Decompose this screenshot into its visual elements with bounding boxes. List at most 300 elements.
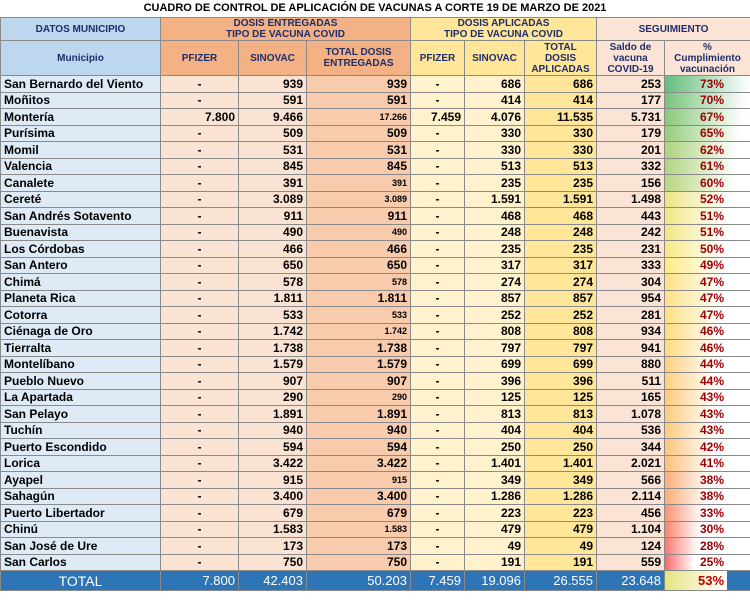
cell-sinovac-entregadas: 940 (239, 422, 307, 439)
cell-saldo: 179 (597, 125, 665, 142)
cell-total-entregadas: 578 (307, 274, 411, 291)
table-row (1, 241, 750, 258)
cell-total-aplicadas: 857 (525, 290, 597, 307)
table-row (1, 488, 750, 505)
cell-pfizer-entregadas: - (161, 323, 239, 340)
cell-pfizer-aplicadas: - (411, 307, 465, 324)
cell-municipio: Momil (1, 142, 161, 159)
cell-municipio: Tuchín (1, 422, 161, 439)
cell-sinovac-aplicadas: 414 (465, 92, 525, 109)
cell-total-aplicadas: 1.591 (525, 191, 597, 208)
cell-total-entregadas: 594 (307, 439, 411, 456)
cell-total-aplicadas: 414 (525, 92, 597, 109)
cell-pfizer-aplicadas: - (411, 505, 465, 522)
cell-saldo: 443 (597, 208, 665, 225)
cell-pfizer-aplicadas: - (411, 241, 465, 258)
cell-sinovac-aplicadas: 235 (465, 241, 525, 258)
cell-total-entregadas: 466 (307, 241, 411, 258)
cell-municipio: Planeta Rica (1, 290, 161, 307)
cell-total-aplicadas: 404 (525, 422, 597, 439)
group-header-seguimiento: SEGUIMIENTO (597, 18, 750, 41)
cell-sinovac-entregadas: 915 (239, 472, 307, 489)
cell-cumplimiento (665, 505, 750, 522)
table-row (1, 521, 750, 538)
cell-sinovac-entregadas: 391 (239, 175, 307, 192)
cell-saldo: 333 (597, 257, 665, 274)
cumplimiento-label: 43% (699, 423, 725, 438)
cell-pfizer-aplicadas: - (411, 274, 465, 291)
table-row (1, 455, 750, 472)
cumplimiento-label: 73% (699, 76, 725, 91)
cumplimiento-label: 28% (699, 538, 725, 553)
cell-saldo: 1.498 (597, 191, 665, 208)
cell-sinovac-aplicadas: 349 (465, 472, 525, 489)
cell-pfizer-entregadas: - (161, 92, 239, 109)
cell-municipio: Ayapel (1, 472, 161, 489)
cell-total-aplicadas: 317 (525, 257, 597, 274)
cell-municipio: San Antero (1, 257, 161, 274)
cell-sinovac-entregadas: 591 (239, 92, 307, 109)
cell-pfizer-entregadas: - (161, 422, 239, 439)
table-row (1, 389, 750, 406)
cell-total-entregadas: 907 (307, 373, 411, 390)
cell-total-entregadas: 911 (307, 208, 411, 225)
cell-total-aplicadas: 699 (525, 356, 597, 373)
cell-pfizer-aplicadas: - (411, 373, 465, 390)
column-header-saldo: Saldo de vacuna COVID-19 (597, 41, 665, 76)
cell-pfizer-entregadas: - (161, 538, 239, 555)
cell-cumplimiento (665, 158, 750, 175)
cell-sinovac-aplicadas: 252 (465, 307, 525, 324)
table-body (1, 76, 750, 571)
cell-saldo: 332 (597, 158, 665, 175)
cell-sinovac-entregadas: 533 (239, 307, 307, 324)
cell-cumplimiento (665, 307, 750, 324)
cell-pfizer-entregadas: - (161, 406, 239, 423)
cell-sinovac-entregadas: 173 (239, 538, 307, 555)
table-row (1, 125, 750, 142)
cumplimiento-label: 44% (699, 357, 725, 372)
cell-total-entregadas: 750 (307, 554, 411, 571)
cell-sinovac-aplicadas: 223 (465, 505, 525, 522)
cell-total-aplicadas: 274 (525, 274, 597, 291)
cell-pfizer-entregadas: - (161, 455, 239, 472)
cell-cumplimiento (665, 92, 750, 109)
cell-cumplimiento (665, 323, 750, 340)
cell-total-aplicadas: 1.286 (525, 488, 597, 505)
cell-cumplimiento (665, 422, 750, 439)
cell-saldo: 934 (597, 323, 665, 340)
cell-cumplimiento (665, 373, 750, 390)
cell-sinovac-aplicadas: 248 (465, 224, 525, 241)
cell-pfizer-aplicadas: - (411, 158, 465, 175)
cell-cumplimiento (665, 406, 750, 423)
cell-pfizer-entregadas: - (161, 488, 239, 505)
cell-municipio: Moñitos (1, 92, 161, 109)
cell-sinovac-entregadas: 9.466 (239, 109, 307, 126)
cumplimiento-label: 47% (699, 307, 725, 322)
cell-municipio: San José de Ure (1, 538, 161, 555)
cell-saldo: 281 (597, 307, 665, 324)
total-cumplimiento (665, 571, 750, 591)
cell-cumplimiento (665, 521, 750, 538)
table-row (1, 109, 750, 126)
cell-pfizer-aplicadas: - (411, 356, 465, 373)
cell-sinovac-aplicadas: 317 (465, 257, 525, 274)
cell-municipio: Sahagún (1, 488, 161, 505)
cell-sinovac-aplicadas: 1.401 (465, 455, 525, 472)
cell-saldo: 344 (597, 439, 665, 456)
cumplimiento-label: 62% (699, 142, 725, 157)
cell-municipio: Valencia (1, 158, 161, 175)
cell-sinovac-aplicadas: 125 (465, 389, 525, 406)
cell-pfizer-entregadas: - (161, 175, 239, 192)
cell-sinovac-aplicadas: 396 (465, 373, 525, 390)
cell-sinovac-entregadas: 679 (239, 505, 307, 522)
cell-pfizer-entregadas: - (161, 142, 239, 159)
cell-municipio: Ciénaga de Oro (1, 323, 161, 340)
cell-cumplimiento (665, 76, 750, 93)
cumplimiento-label: 70% (699, 93, 725, 108)
cell-sinovac-entregadas: 490 (239, 224, 307, 241)
cell-pfizer-aplicadas: - (411, 521, 465, 538)
cell-saldo: 1.104 (597, 521, 665, 538)
cell-total-entregadas: 1.891 (307, 406, 411, 423)
cell-pfizer-entregadas: - (161, 554, 239, 571)
table-row (1, 290, 750, 307)
cell-total-entregadas: 1.738 (307, 340, 411, 357)
cell-municipio: Chimá (1, 274, 161, 291)
cumplimiento-label: 51% (699, 225, 725, 240)
cell-sinovac-aplicadas: 513 (465, 158, 525, 175)
cell-total-aplicadas: 223 (525, 505, 597, 522)
cell-pfizer-entregadas: - (161, 125, 239, 142)
total-pfizer-aplicadas: 7.459 (411, 571, 465, 591)
cell-sinovac-entregadas: 1.738 (239, 340, 307, 357)
cell-sinovac-entregadas: 1.742 (239, 323, 307, 340)
cell-total-entregadas: 509 (307, 125, 411, 142)
cell-pfizer-entregadas: - (161, 356, 239, 373)
cumplimiento-label: 33% (699, 505, 725, 520)
cell-sinovac-aplicadas: 686 (465, 76, 525, 93)
cell-sinovac-aplicadas: 857 (465, 290, 525, 307)
total-row (1, 571, 750, 591)
cell-municipio: Tierralta (1, 340, 161, 357)
cell-total-aplicadas: 330 (525, 125, 597, 142)
cell-total-aplicadas: 250 (525, 439, 597, 456)
column-header-pfizer-aplicadas: PFIZER (411, 41, 465, 76)
cell-saldo: 5.731 (597, 109, 665, 126)
cumplimiento-label: 52% (699, 192, 725, 207)
cell-total-entregadas: 3.400 (307, 488, 411, 505)
cell-total-entregadas: 1.742 (307, 323, 411, 340)
cell-pfizer-entregadas: - (161, 439, 239, 456)
cell-pfizer-aplicadas: - (411, 389, 465, 406)
cell-sinovac-aplicadas: 1.286 (465, 488, 525, 505)
table-row (1, 142, 750, 159)
cell-sinovac-entregadas: 911 (239, 208, 307, 225)
cumplimiento-label: 30% (699, 522, 725, 537)
table-row (1, 224, 750, 241)
cell-pfizer-entregadas: - (161, 158, 239, 175)
cell-total-aplicadas: 349 (525, 472, 597, 489)
cell-municipio: Puerto Escondido (1, 439, 161, 456)
cell-sinovac-entregadas: 750 (239, 554, 307, 571)
cell-pfizer-aplicadas: - (411, 175, 465, 192)
cumplimiento-label: 50% (699, 241, 725, 256)
cell-pfizer-entregadas: - (161, 208, 239, 225)
cell-pfizer-aplicadas: - (411, 323, 465, 340)
cell-pfizer-entregadas: - (161, 257, 239, 274)
cell-pfizer-aplicadas: - (411, 76, 465, 93)
cell-pfizer-aplicadas: - (411, 142, 465, 159)
cell-total-entregadas: 1.811 (307, 290, 411, 307)
cell-pfizer-aplicadas: - (411, 406, 465, 423)
vaccine-control-table (0, 17, 750, 591)
cell-cumplimiento (665, 241, 750, 258)
cell-total-aplicadas: 235 (525, 241, 597, 258)
table-row (1, 406, 750, 423)
cell-sinovac-aplicadas: 235 (465, 175, 525, 192)
cell-sinovac-entregadas: 466 (239, 241, 307, 258)
cell-total-entregadas: 391 (307, 175, 411, 192)
cell-total-entregadas: 490 (307, 224, 411, 241)
cell-pfizer-entregadas: - (161, 191, 239, 208)
cell-municipio: San Andrés Sotavento (1, 208, 161, 225)
cell-sinovac-entregadas: 1.579 (239, 356, 307, 373)
group-header-aplicadas: DOSIS APLICADAS TIPO DE VACUNA COVID (411, 18, 597, 41)
cell-cumplimiento (665, 191, 750, 208)
cell-total-aplicadas: 252 (525, 307, 597, 324)
cell-cumplimiento (665, 472, 750, 489)
cell-pfizer-entregadas: - (161, 274, 239, 291)
cell-sinovac-entregadas: 907 (239, 373, 307, 390)
cell-total-entregadas: 940 (307, 422, 411, 439)
cell-sinovac-entregadas: 1.891 (239, 406, 307, 423)
cell-pfizer-aplicadas: - (411, 224, 465, 241)
table-row (1, 175, 750, 192)
cell-pfizer-entregadas: - (161, 76, 239, 93)
cell-sinovac-aplicadas: 330 (465, 142, 525, 159)
cell-sinovac-entregadas: 578 (239, 274, 307, 291)
cell-total-aplicadas: 468 (525, 208, 597, 225)
table-row (1, 340, 750, 357)
cell-pfizer-aplicadas: - (411, 92, 465, 109)
column-header-total-entregadas: TOTAL DOSIS ENTREGADAS (307, 41, 411, 76)
cell-cumplimiento (665, 488, 750, 505)
cell-saldo: 2.114 (597, 488, 665, 505)
table-row (1, 257, 750, 274)
cell-total-aplicadas: 813 (525, 406, 597, 423)
cell-total-aplicadas: 513 (525, 158, 597, 175)
cell-sinovac-aplicadas: 330 (465, 125, 525, 142)
cell-pfizer-entregadas: - (161, 389, 239, 406)
cell-sinovac-aplicadas: 404 (465, 422, 525, 439)
table-row (1, 323, 750, 340)
cell-sinovac-entregadas: 1.811 (239, 290, 307, 307)
cell-saldo: 242 (597, 224, 665, 241)
group-header-municipio: DATOS MUNICIPIO (1, 18, 161, 41)
cell-total-aplicadas: 1.401 (525, 455, 597, 472)
cumplimiento-label: 42% (699, 439, 725, 454)
cell-total-aplicadas: 330 (525, 142, 597, 159)
cell-saldo: 177 (597, 92, 665, 109)
cell-total-aplicadas: 686 (525, 76, 597, 93)
cell-saldo: 880 (597, 356, 665, 373)
cell-sinovac-aplicadas: 468 (465, 208, 525, 225)
cell-cumplimiento (665, 109, 750, 126)
table-row (1, 208, 750, 225)
cumplimiento-label: 38% (699, 472, 725, 487)
cell-saldo: 1.078 (597, 406, 665, 423)
cell-pfizer-entregadas: - (161, 307, 239, 324)
table-row (1, 554, 750, 571)
cell-pfizer-aplicadas: - (411, 191, 465, 208)
cell-pfizer-aplicadas: - (411, 125, 465, 142)
cell-sinovac-aplicadas: 479 (465, 521, 525, 538)
cell-pfizer-aplicadas: - (411, 455, 465, 472)
cell-saldo: 253 (597, 76, 665, 93)
cell-pfizer-entregadas: - (161, 472, 239, 489)
cell-municipio: Lorica (1, 455, 161, 472)
cell-total-aplicadas: 248 (525, 224, 597, 241)
cell-pfizer-entregadas: - (161, 521, 239, 538)
cell-total-aplicadas: 396 (525, 373, 597, 390)
cell-cumplimiento (665, 554, 750, 571)
cell-sinovac-entregadas: 939 (239, 76, 307, 93)
total-pfizer-entregadas: 7.800 (161, 571, 239, 591)
cell-pfizer-aplicadas: - (411, 538, 465, 555)
cumplimiento-label: 46% (699, 324, 725, 339)
cumplimiento-label: 46% (699, 340, 725, 355)
cell-sinovac-aplicadas: 1.591 (465, 191, 525, 208)
cell-municipio: San Pelayo (1, 406, 161, 423)
cell-cumplimiento (665, 142, 750, 159)
cumplimiento-label: 49% (699, 258, 725, 273)
cell-saldo: 536 (597, 422, 665, 439)
cell-pfizer-aplicadas: - (411, 257, 465, 274)
cell-pfizer-aplicadas: - (411, 472, 465, 489)
table-row (1, 158, 750, 175)
cell-sinovac-aplicadas: 274 (465, 274, 525, 291)
total-total-aplicadas: 26.555 (525, 571, 597, 591)
cell-municipio: Montelíbano (1, 356, 161, 373)
cell-saldo: 2.021 (597, 455, 665, 472)
table-row (1, 274, 750, 291)
cumplimiento-label: 60% (699, 175, 725, 190)
cumplimiento-label: 38% (699, 489, 725, 504)
cell-total-entregadas: 845 (307, 158, 411, 175)
cell-pfizer-entregadas: - (161, 290, 239, 307)
cell-sinovac-aplicadas: 797 (465, 340, 525, 357)
cell-sinovac-aplicadas: 250 (465, 439, 525, 456)
table-row (1, 373, 750, 390)
cell-saldo: 941 (597, 340, 665, 357)
cumplimiento-label: 61% (699, 159, 725, 174)
column-header-municipio: Municipio (1, 41, 161, 76)
cell-sinovac-aplicadas: 808 (465, 323, 525, 340)
cell-municipio: Chinú (1, 521, 161, 538)
cumplimiento-label: 47% (699, 291, 725, 306)
column-header-sinovac-aplicadas: SINOVAC (465, 41, 525, 76)
cell-pfizer-entregadas: 7.800 (161, 109, 239, 126)
table-row (1, 92, 750, 109)
cell-pfizer-entregadas: - (161, 505, 239, 522)
total-cumplimiento-label: 53% (697, 573, 725, 588)
cumplimiento-label: 51% (699, 208, 725, 223)
cell-sinovac-entregadas: 594 (239, 439, 307, 456)
table-row (1, 76, 750, 93)
cell-municipio: Pueblo Nuevo (1, 373, 161, 390)
cell-municipio: San Carlos (1, 554, 161, 571)
cell-cumplimiento (665, 224, 750, 241)
total-sinovac-entregadas: 42.403 (239, 571, 307, 591)
cell-cumplimiento (665, 538, 750, 555)
cell-total-aplicadas: 235 (525, 175, 597, 192)
cell-total-entregadas: 290 (307, 389, 411, 406)
cell-total-entregadas: 173 (307, 538, 411, 555)
cell-cumplimiento (665, 455, 750, 472)
cell-total-aplicadas: 479 (525, 521, 597, 538)
table-row (1, 538, 750, 555)
cell-total-entregadas: 915 (307, 472, 411, 489)
cell-total-entregadas: 679 (307, 505, 411, 522)
cumplimiento-label: 65% (699, 126, 725, 141)
cell-sinovac-entregadas: 1.583 (239, 521, 307, 538)
table-row (1, 505, 750, 522)
cell-total-entregadas: 3.089 (307, 191, 411, 208)
cell-total-aplicadas: 49 (525, 538, 597, 555)
table-row (1, 191, 750, 208)
cell-cumplimiento (665, 274, 750, 291)
cumplimiento-label: 41% (699, 456, 725, 471)
cell-sinovac-aplicadas: 191 (465, 554, 525, 571)
cell-sinovac-entregadas: 3.422 (239, 455, 307, 472)
cell-pfizer-aplicadas: - (411, 554, 465, 571)
cell-sinovac-aplicadas: 813 (465, 406, 525, 423)
cell-cumplimiento (665, 356, 750, 373)
cell-cumplimiento (665, 257, 750, 274)
cell-municipio: Montería (1, 109, 161, 126)
table-title: CUADRO DE CONTROL DE APLICACIÓN DE VACUNAS A CORTE 19 DE MARZO DE 2021 (143, 2, 607, 14)
cell-saldo: 954 (597, 290, 665, 307)
cell-municipio: La Apartada (1, 389, 161, 406)
table-row (1, 307, 750, 324)
cumplimiento-label: 25% (699, 555, 725, 570)
column-header-cumplimiento: % Cumplimiento vacunación (665, 41, 750, 76)
total-sinovac-aplicadas: 19.096 (465, 571, 525, 591)
cumplimiento-label: 43% (699, 390, 725, 405)
cell-total-aplicadas: 191 (525, 554, 597, 571)
cell-municipio: Buenavista (1, 224, 161, 241)
cell-saldo: 156 (597, 175, 665, 192)
cell-sinovac-aplicadas: 4.076 (465, 109, 525, 126)
cell-pfizer-aplicadas: - (411, 208, 465, 225)
cell-total-aplicadas: 11.535 (525, 109, 597, 126)
cell-municipio: Purísima (1, 125, 161, 142)
cell-saldo: 165 (597, 389, 665, 406)
cell-cumplimiento (665, 340, 750, 357)
cell-municipio: San Bernardo del Viento (1, 76, 161, 93)
cell-total-entregadas: 531 (307, 142, 411, 159)
cell-cumplimiento (665, 208, 750, 225)
cell-municipio: Cotorra (1, 307, 161, 324)
cell-total-entregadas: 3.422 (307, 455, 411, 472)
cell-total-aplicadas: 797 (525, 340, 597, 357)
cell-cumplimiento (665, 389, 750, 406)
cell-total-entregadas: 17.266 (307, 109, 411, 126)
cell-pfizer-entregadas: - (161, 224, 239, 241)
